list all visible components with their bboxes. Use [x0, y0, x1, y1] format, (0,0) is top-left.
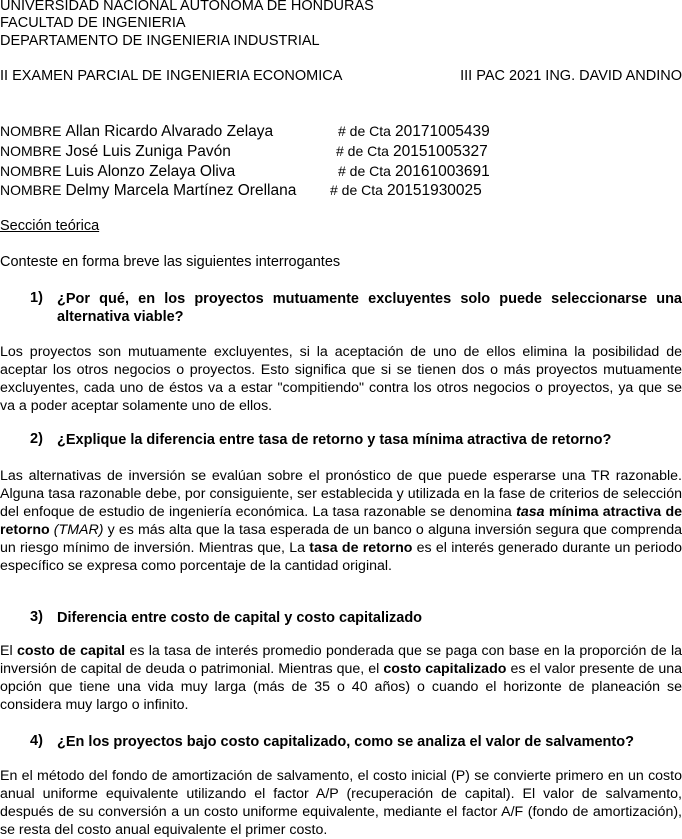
cta-row	[336, 143, 488, 161]
answer-3-text: El	[0, 643, 17, 659]
cta-number: 20161003691	[394, 163, 490, 180]
question-4: ¿En los proyectos bajo costo capitalizado, como se analiza el valor de salvamento?	[57, 734, 634, 750]
cta-number: 20171005439	[394, 123, 490, 140]
cta-label: # de Cta	[338, 163, 391, 179]
answer-4: En el método del fondo de amortización de salvamento, el costo inicial (P) se convierte primero en un costo anual uniforme equivalente utilizando el factor A/P (recuperación de capital). El valor de salvamento, después de su conversión a un costo uniforme equivalente, mediante el factor A/F (fondo de amortización), se resta del costo anual equivalente el primer costo.	[0, 768, 682, 838]
student-row	[0, 182, 296, 200]
cta-label: # de Cta	[330, 182, 383, 198]
student-row	[0, 163, 235, 181]
cta-row	[338, 123, 490, 141]
cta-number: 20151005327	[392, 143, 488, 160]
answer-3-text: es la tasa de interés promedio ponderada que se paga con base en la proporción de la inversión de capital de deuda o patrimonial. Mientras que, el	[0, 643, 682, 677]
question-3: Diferencia entre costo de capital y costo capitalizado	[57, 610, 423, 626]
tr-term: tasa de retorno	[309, 540, 413, 556]
answer-2-text: es el interés generado durante un periodo específico se expresa como porcentaje de la cantidad original.	[0, 540, 682, 574]
instructions: Conteste en forma breve las siguientes interrogantes	[0, 254, 341, 270]
tmar-term: mínima atractiva de retorno	[0, 504, 682, 538]
costo-capital-term: costo de capital	[16, 643, 126, 659]
name-label: NOMBRE	[0, 182, 62, 198]
student-row	[0, 123, 273, 141]
cta-row	[330, 182, 482, 200]
student-name: José Luis Zuniga Pavón	[65, 143, 231, 160]
question-number: 2)	[30, 431, 43, 447]
answer-3	[0, 642, 682, 714]
question-number: 3)	[30, 609, 43, 625]
section-title: Sección teórica	[0, 218, 100, 234]
answer-2-text: y es más alta que la tasa esperada de un banco o alguna inversión segura que comprenda un riesgo mínimo de inversión. Mientras que, La	[0, 522, 682, 556]
cta-label: # de Cta	[338, 123, 391, 139]
question-number: 4)	[30, 733, 43, 749]
costo-capitalizado-term: costo capitalizado	[383, 661, 507, 677]
cta-label: # de Cta	[336, 143, 389, 159]
question-2: ¿Explique la diferencia entre tasa de retorno y tasa mínima atractiva de retorno?	[57, 432, 612, 448]
answer-2-text: Las alternativas de inversión se evalúan sobre el pronóstico de que puede esperarse una TR razonable. Alguna tasa razonable debe, por consiguiente, ser establecida y utilizada en la fase de criterios de selección del enfoque de estudio de ingeniería económica. La tasa razonable se denomina	[0, 468, 682, 520]
name-label: NOMBRE	[0, 163, 62, 179]
answer-2	[0, 467, 682, 575]
answer-3-text: es el valor presente de una opción que tiene una vida muy larga (más de 35 o 40 años) o cuando el horizonte de planeación se considera muy largo o infinito.	[0, 661, 682, 713]
exam-period: III PAC 2021 ING. DAVID ANDINO	[460, 68, 682, 84]
cta-row	[338, 163, 490, 181]
answer-1: Los proyectos son mutuamente excluyentes, si la aceptación de uno de ellos elimina la posibilidad de aceptar los otros negocios o proyectos. Esto significa que si se tienen dos o más proyectos mutuamente excluyentes, cada uno de éstos va a estar "compitiendo" contra los otros negocios o proyectos, ya que se va a poder aceptar solamente uno de ellos.	[0, 344, 682, 414]
student-name: Delmy Marcela Martínez Orellana	[65, 182, 297, 199]
university-name: UNIVERSIDAD NACIONAL AUTONOMA DE HONDURAS	[0, 0, 374, 14]
tmar-abbr: (TMAR)	[49, 522, 104, 538]
student-row	[0, 143, 231, 161]
cta-number: 20151930025	[386, 182, 482, 199]
student-name: Allan Ricardo Alvarado Zelaya	[65, 123, 274, 140]
name-label: NOMBRE	[0, 143, 62, 159]
department-name: DEPARTAMENTO DE INGENIERIA INDUSTRIAL	[0, 33, 320, 49]
student-name: Luis Alonzo Zelaya Oliva	[65, 163, 236, 180]
tasa-term: tasa	[516, 504, 545, 520]
name-label: NOMBRE	[0, 123, 62, 139]
exam-title: II EXAMEN PARCIAL DE INGENIERIA ECONOMICA	[0, 68, 343, 84]
question-1: ¿Por qué, en los proyectos mutuamente excluyentes solo puede seleccionarse una alternativa viable?	[57, 291, 682, 325]
question-number: 1)	[30, 290, 43, 306]
faculty-name: FACULTAD DE INGENIERIA	[0, 15, 186, 31]
